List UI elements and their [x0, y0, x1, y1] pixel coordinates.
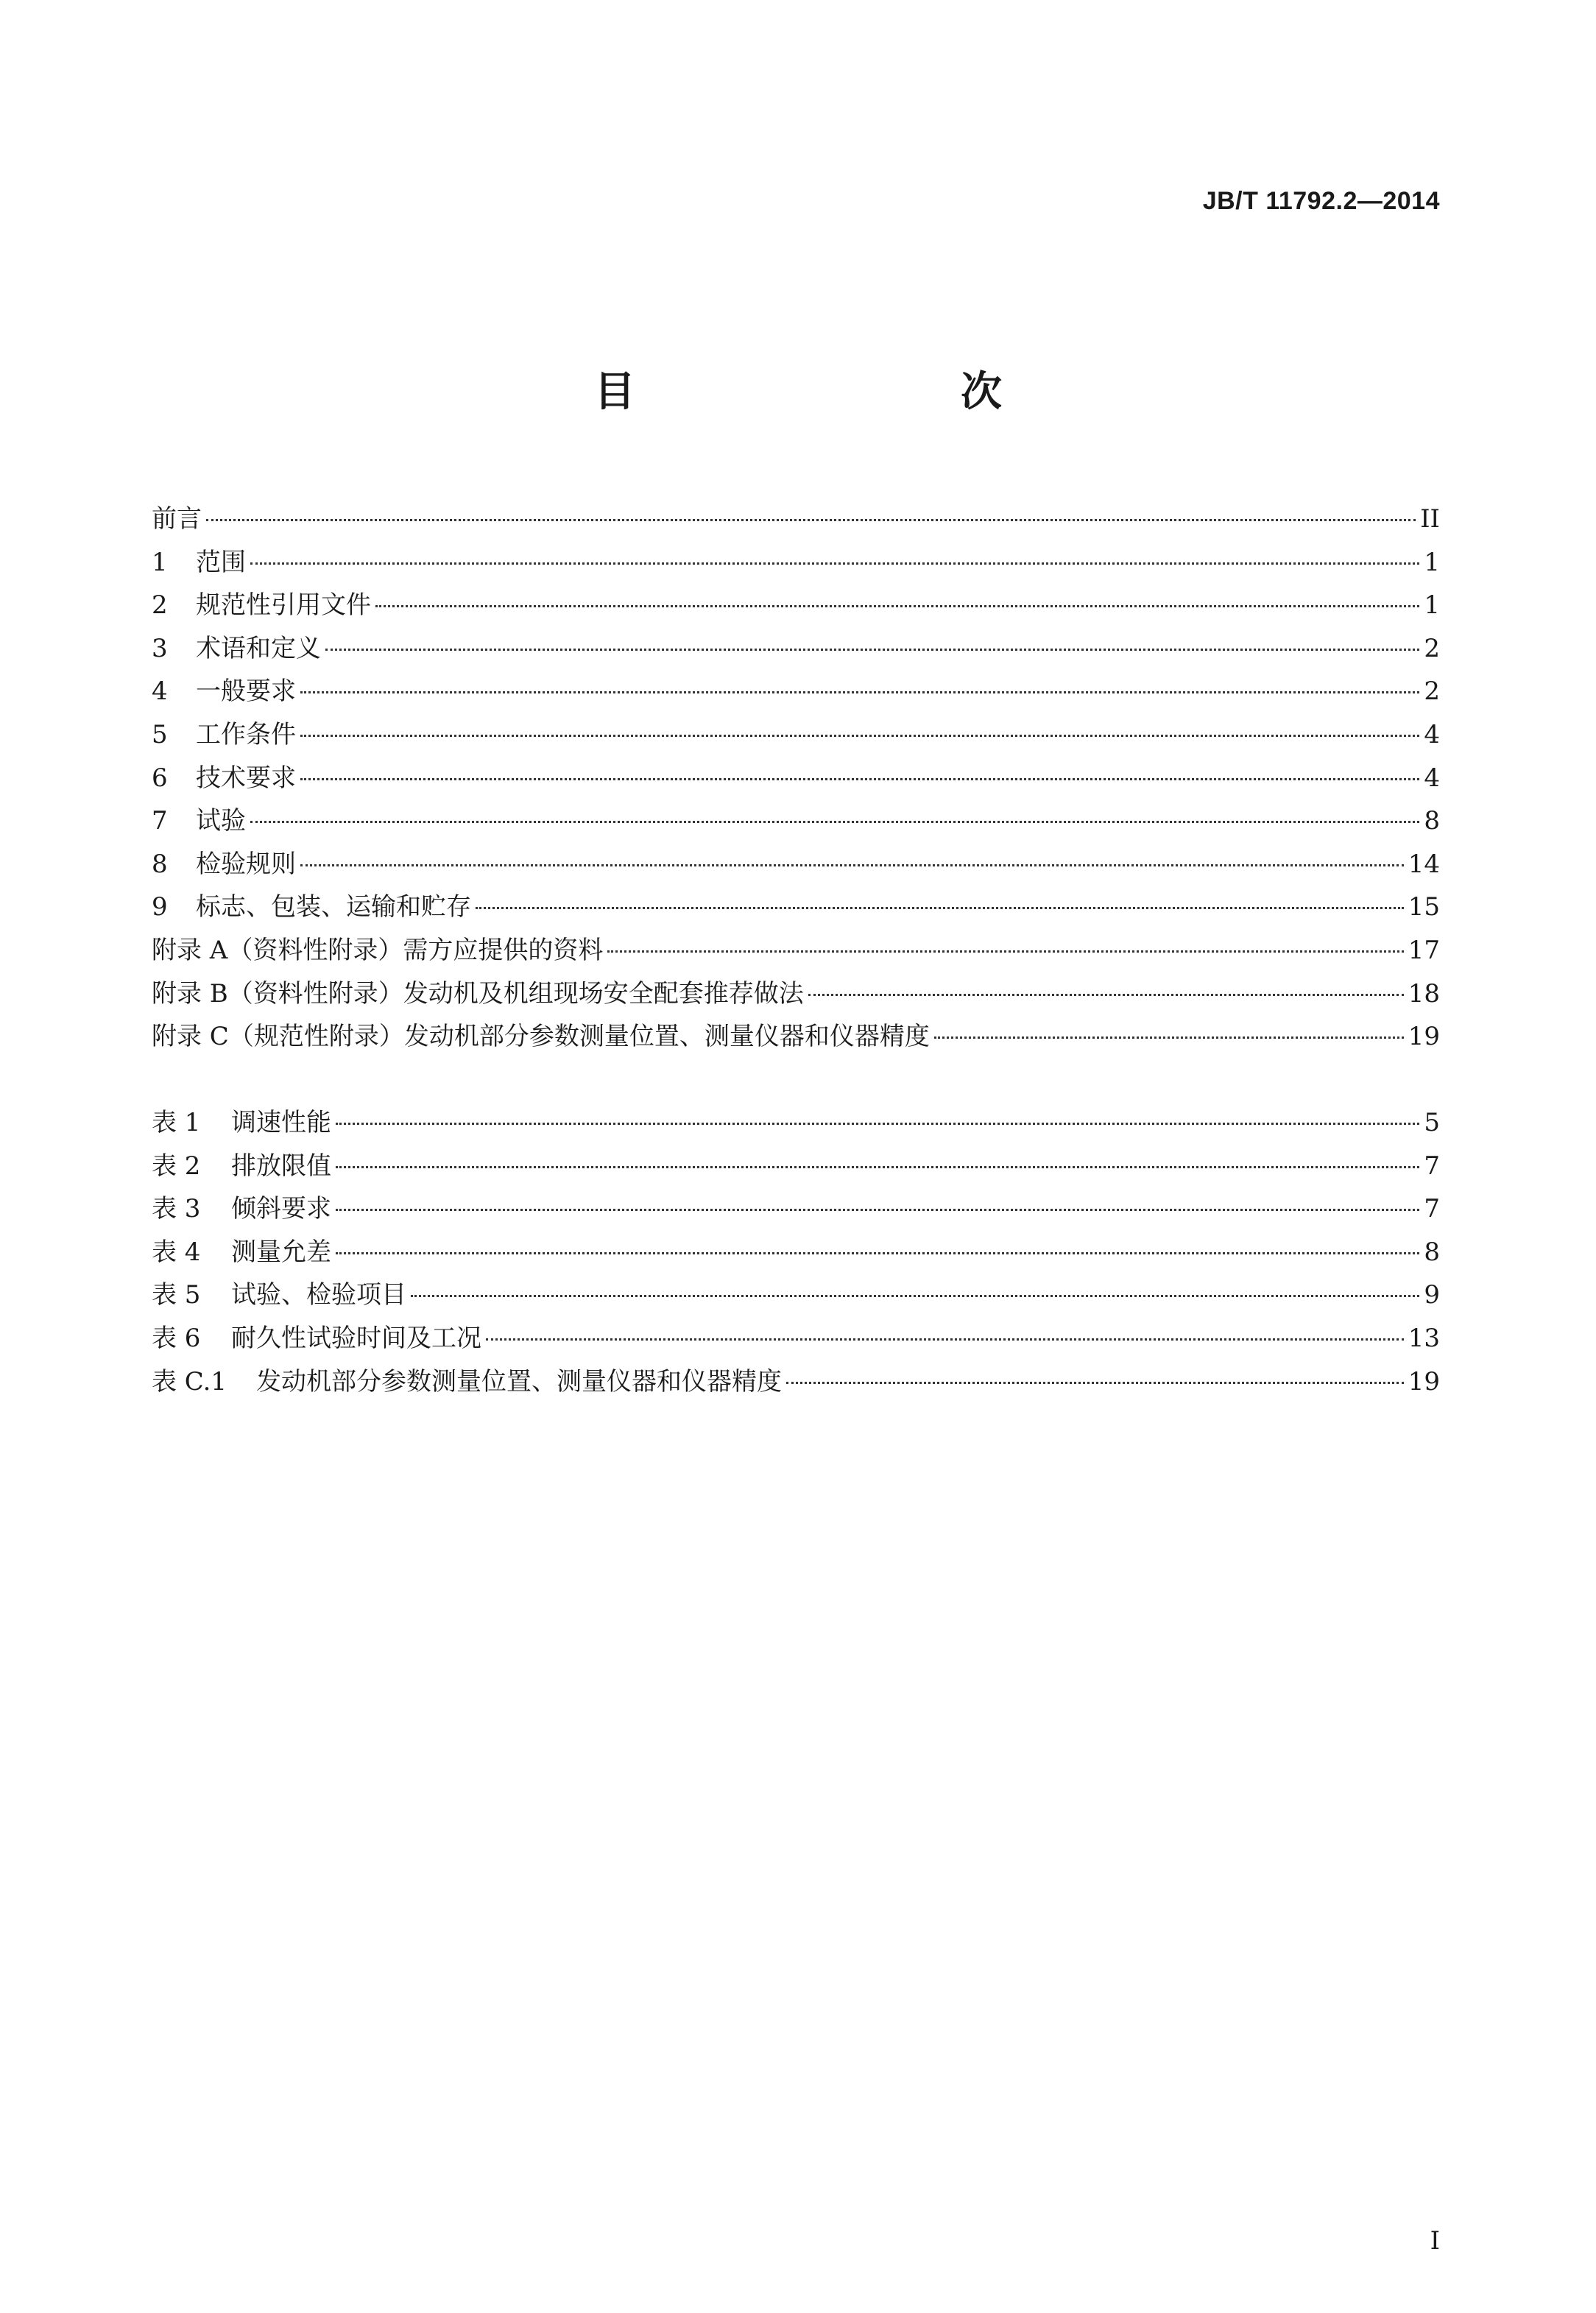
toc-entry-title: 附录 C（规范性附录）发动机部分参数测量位置、测量仪器和仪器精度 [152, 1022, 930, 1052]
toc-table-entry-1[interactable] [152, 1101, 1440, 1145]
toc-table-title: 调速性能 [231, 1108, 331, 1137]
toc-entry-page: 1 [1424, 547, 1440, 577]
toc-entry-number: 7 [152, 806, 168, 836]
toc-table-number: 表 5 [152, 1280, 201, 1310]
leader-dots [476, 907, 1404, 909]
toc-entry-8[interactable] [152, 843, 1440, 886]
toc-entry-number: 4 [152, 677, 168, 707]
leader-dots [300, 691, 1419, 693]
toc-entry-number: 3 [152, 633, 168, 663]
toc-table-number: 表 6 [152, 1323, 201, 1353]
toc-tables [152, 1101, 1440, 1403]
toc-entry-title: 标志、包装、运输和贮存 [196, 892, 471, 922]
toc-entry-number: 1 [152, 547, 168, 577]
leader-dots [934, 1037, 1404, 1039]
toc-table-page: 19 [1408, 1366, 1440, 1396]
toc-entry-title: 附录 A（资料性附录）需方应提供的资料 [152, 935, 604, 965]
toc-entry-page: 4 [1424, 763, 1440, 793]
leader-dots [325, 649, 1419, 651]
leader-dots [336, 1123, 1419, 1125]
leader-dots [206, 519, 1416, 521]
toc-entry-annex-c[interactable] [152, 1015, 1440, 1059]
toc-entry-page: 8 [1424, 806, 1440, 836]
toc-entry-page: 18 [1408, 978, 1440, 1009]
page-number: I [1430, 2226, 1440, 2256]
toc-table-entry-6[interactable] [152, 1317, 1440, 1360]
toc-entry-title: 工作条件 [196, 719, 296, 749]
toc-table-number: 表 2 [152, 1151, 201, 1181]
leader-dots [300, 778, 1419, 780]
document-code: JB/T 11792.2—2014 [1202, 187, 1440, 215]
toc-table-number: 表 4 [152, 1237, 201, 1267]
leader-dots [250, 562, 1419, 565]
toc-entry-page: 2 [1424, 677, 1440, 707]
toc-table-entry-4[interactable] [152, 1231, 1440, 1274]
toc-entry-annex-b[interactable] [152, 972, 1440, 1016]
toc-entry-2[interactable] [152, 584, 1440, 627]
leader-dots [336, 1166, 1419, 1168]
toc-table-page: 5 [1424, 1108, 1440, 1137]
toc-table-title: 试验、检验项目 [231, 1280, 406, 1310]
toc-table-entry-5[interactable] [152, 1274, 1440, 1317]
leader-dots [786, 1382, 1404, 1384]
toc-entry-page: 14 [1408, 849, 1440, 879]
toc-table-entry-2[interactable] [152, 1145, 1440, 1188]
toc-table-page: 13 [1408, 1323, 1440, 1353]
toc-entry-foreword[interactable] [152, 498, 1440, 541]
toc-table-page: 7 [1424, 1194, 1440, 1224]
toc-table-entry-c1[interactable] [152, 1360, 1440, 1404]
toc-entry-9[interactable] [152, 886, 1440, 929]
toc-table-title: 发动机部分参数测量位置、测量仪器和仪器精度 [256, 1366, 782, 1396]
toc-entry-title: 一般要求 [196, 677, 296, 707]
toc-entry-5[interactable] [152, 713, 1440, 757]
toc-entry-number: 2 [152, 590, 168, 621]
toc-table-page: 7 [1424, 1151, 1440, 1181]
toc-entry-title: 试验 [196, 806, 246, 836]
toc-entry-6[interactable] [152, 757, 1440, 800]
leader-dots [250, 821, 1419, 823]
toc-table-page: 8 [1424, 1237, 1440, 1267]
toc-table-page: 9 [1424, 1280, 1440, 1310]
toc-table-title: 测量允差 [231, 1237, 331, 1267]
toc-entry-number: 5 [152, 719, 168, 749]
leader-dots [336, 1209, 1419, 1211]
toc-entry-annex-a[interactable] [152, 929, 1440, 972]
toc-entry-title: 检验规则 [196, 849, 296, 879]
toc-table-number: 表 3 [152, 1194, 201, 1224]
toc-entry-title: 技术要求 [196, 763, 296, 793]
leader-dots [300, 735, 1419, 737]
toc-table-title: 排放限值 [231, 1151, 331, 1181]
toc-entry-3[interactable] [152, 627, 1440, 671]
toc-entry-title: 范围 [196, 547, 246, 577]
leader-dots [336, 1252, 1419, 1254]
leader-dots [300, 864, 1404, 866]
toc-main [152, 498, 1440, 1059]
toc-entry-page: 1 [1424, 590, 1440, 621]
toc-entry-number: 6 [152, 763, 168, 793]
toc-table-title: 耐久性试验时间及工况 [231, 1323, 481, 1353]
leader-dots [607, 950, 1403, 953]
leader-dots [808, 994, 1404, 996]
toc-entry-4[interactable] [152, 670, 1440, 713]
toc-entry-page: 15 [1408, 892, 1440, 922]
toc-entry-number: 9 [152, 892, 168, 922]
toc-table-number: 表 C.1 [152, 1366, 227, 1396]
toc-entry-page: 2 [1424, 633, 1440, 663]
toc-entry-title: 附录 B（资料性附录）发动机及机组现场安全配套推荐做法 [152, 978, 804, 1009]
toc-entry-7[interactable] [152, 799, 1440, 843]
leader-dots [486, 1338, 1404, 1341]
toc-entry-title: 规范性引用文件 [196, 590, 371, 621]
toc-entry-page: II [1420, 504, 1440, 534]
toc-entry-number: 8 [152, 849, 168, 879]
toc-table-number: 表 1 [152, 1108, 201, 1137]
toc-table-entry-3[interactable] [152, 1187, 1440, 1231]
leader-dots [411, 1295, 1419, 1297]
toc-entry-1[interactable] [152, 541, 1440, 585]
toc-entry-page: 17 [1408, 935, 1440, 965]
toc-entry-title: 前言 [152, 504, 202, 534]
toc-entry-title: 术语和定义 [196, 633, 321, 663]
toc-entry-page: 19 [1408, 1022, 1440, 1052]
page-title: 目 次 [594, 368, 1083, 416]
leader-dots [375, 605, 1419, 607]
toc-table-title: 倾斜要求 [231, 1194, 331, 1224]
toc-entry-page: 4 [1424, 719, 1440, 749]
